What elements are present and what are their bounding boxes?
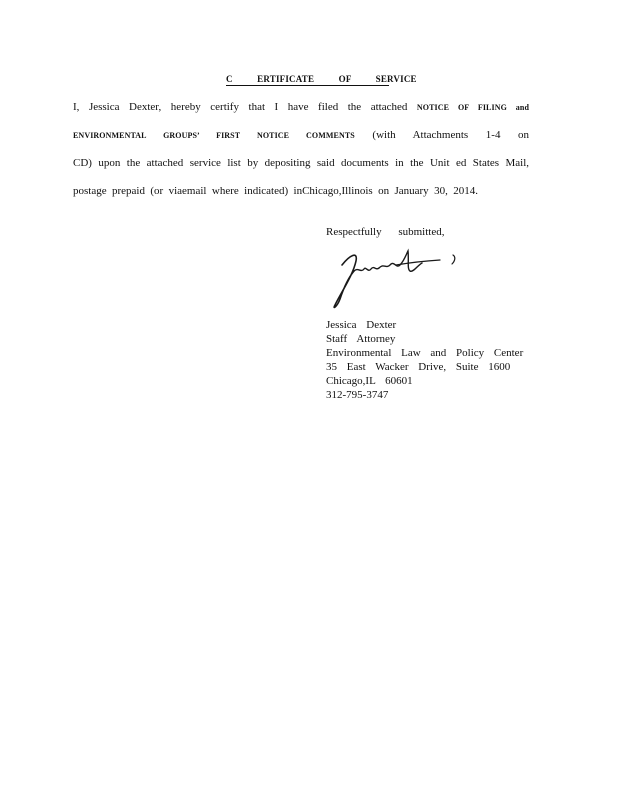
signatory-city: Chicago,IL 60601 (326, 375, 413, 387)
body-line-1-text: I, Jessica Dexter, hereby certify that I have filed the attached (73, 101, 408, 113)
body-line-2-text: (with Attachments 1-4 on (372, 129, 530, 141)
signatory-phone: 312-795-3747 (326, 389, 389, 401)
handwritten-signature (328, 247, 463, 312)
closing-text: Respectfully submitted, (326, 226, 445, 238)
body-line-2-bold: ENVIRONMENTAL GROUPS’ FIRST NOTICE COMMENTS (73, 131, 355, 140)
signature-block (326, 318, 523, 402)
body-line-2 (73, 128, 529, 143)
body-line-1 (73, 100, 529, 115)
body-line-3: CD) upon the attached service list by depositing said documents in the Unit ed States Mail, (73, 157, 529, 169)
certificate-title: C ERTIFICATE OF SERVICE (226, 74, 417, 84)
signatory-name: Jessica Dexter (326, 319, 397, 331)
body-line-1-bold: NOTICE OF FILING and (416, 103, 529, 112)
signatory-position: Staff Attorney (326, 333, 396, 345)
body-line-4: postage prepaid (or viaemail where indicated) inChicago,Illinois on January 30, 2014. (73, 185, 478, 197)
signatory-organization: Environmental Law and Policy Center (326, 347, 524, 359)
signatory-address: 35 East Wacker Drive, Suite 1600 (326, 361, 511, 373)
